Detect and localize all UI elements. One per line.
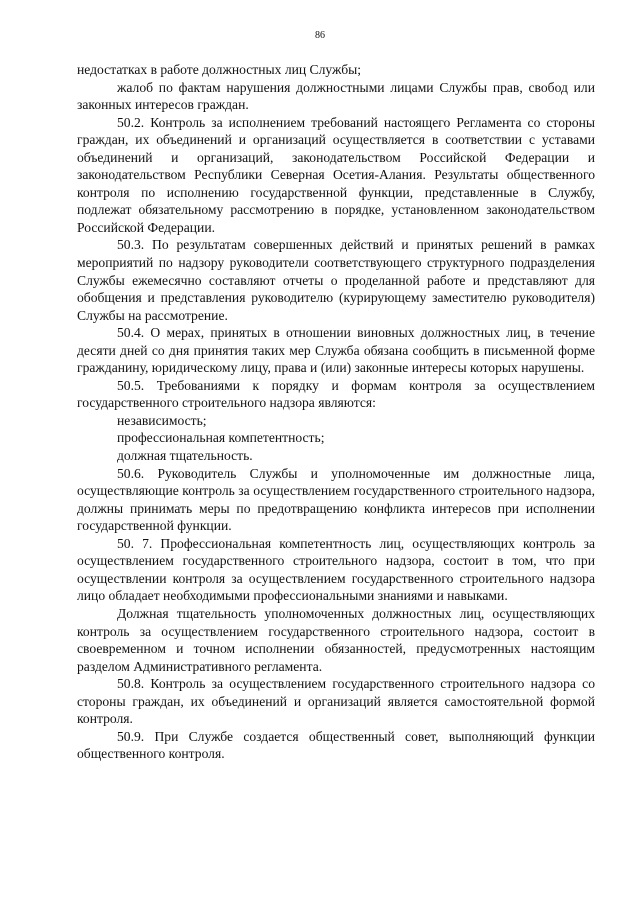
list-item-independence: независимость; xyxy=(117,412,207,428)
paragraph-complaints: жалоб по фактам нарушения должностными лицами Службы прав, свобод или законных интересов граждан. xyxy=(77,79,595,113)
paragraph-50-4: 50.4. О мерах, принятых в отношении виновных должностных лиц, в течение десяти дней со дня принятия таких мер Служба обязана сообщить в письменной форме гражданину, юридическому лицу, права и (или) законные интересы которых нарушены. xyxy=(77,325,595,376)
paragraph-50-7: 50. 7. Профессиональная компетентность лиц, осуществляющих контроль за осуществлением государственного строительного надзора, состоит в том, что при осуществлении контроля за осуществлением государственного строительного надзора лицо обладает необходимыми профессиональными знаниями и навыками. xyxy=(77,535,595,604)
list-item-competence: профессиональная компетентность; xyxy=(117,430,325,446)
list-item-diligence: должная тщательность. xyxy=(117,448,253,464)
paragraph-50-2: 50.2. Контроль за исполнением требований настоящего Регламента со стороны граждан, их объединений и организаций осуществляется в соответствии с уставами объединений и организаций, законодательством Российской Федерации и законодательством Республики Северная Осетия-Алания. Результаты общественного контроля по исполнению государственной функции, представленные в Службу, подлежат обязательному рассмотрению в порядке, установленном законодательством Российской Федерации. xyxy=(77,114,595,235)
paragraph-due-diligence: Должная тщательность уполномоченных должностных лиц, осуществляющих контроль за осуществлением государственного строительного надзора, состоит в своевременном и точном исполнении обязанностей, предусмотренных настоящим разделом Административного регламента. xyxy=(77,605,595,674)
paragraph-50-6: 50.6. Руководитель Службы и уполномоченные им должностные лица, осуществляющие контроль за осуществлением государственного строительного надзора, должны принимать меры по предотвращению конфликта интересов при исполнении государственной функции. xyxy=(77,465,595,534)
document-body xyxy=(77,61,595,763)
paragraph-continuation: недостатках в работе должностных лиц Службы; xyxy=(77,62,362,77)
paragraph-50-9: 50.9. При Службе создается общественный совет, выполняющий функции общественного контроля. xyxy=(77,728,595,762)
paragraph-50-5: 50.5. Требованиями к порядку и формам контроля за осуществлением государственного строительного надзора являются: xyxy=(77,377,595,411)
paragraph-50-8: 50.8. Контроль за осуществлением государственного строительного надзора со стороны граждан, их объединений и организаций является самостоятельной формой контроля. xyxy=(77,676,595,727)
page-number: 86 xyxy=(315,30,325,41)
paragraph-50-3: 50.3. По результатам совершенных действий и принятых решений в рамках мероприятий по надзору руководители соответствующего структурного подразделения Службы ежемесячно составляют отчеты о проделанной работе и представляют для обобщения и представления руководителю (курирующему заместителю руководителя) Службы на рассмотрение. xyxy=(77,237,595,323)
